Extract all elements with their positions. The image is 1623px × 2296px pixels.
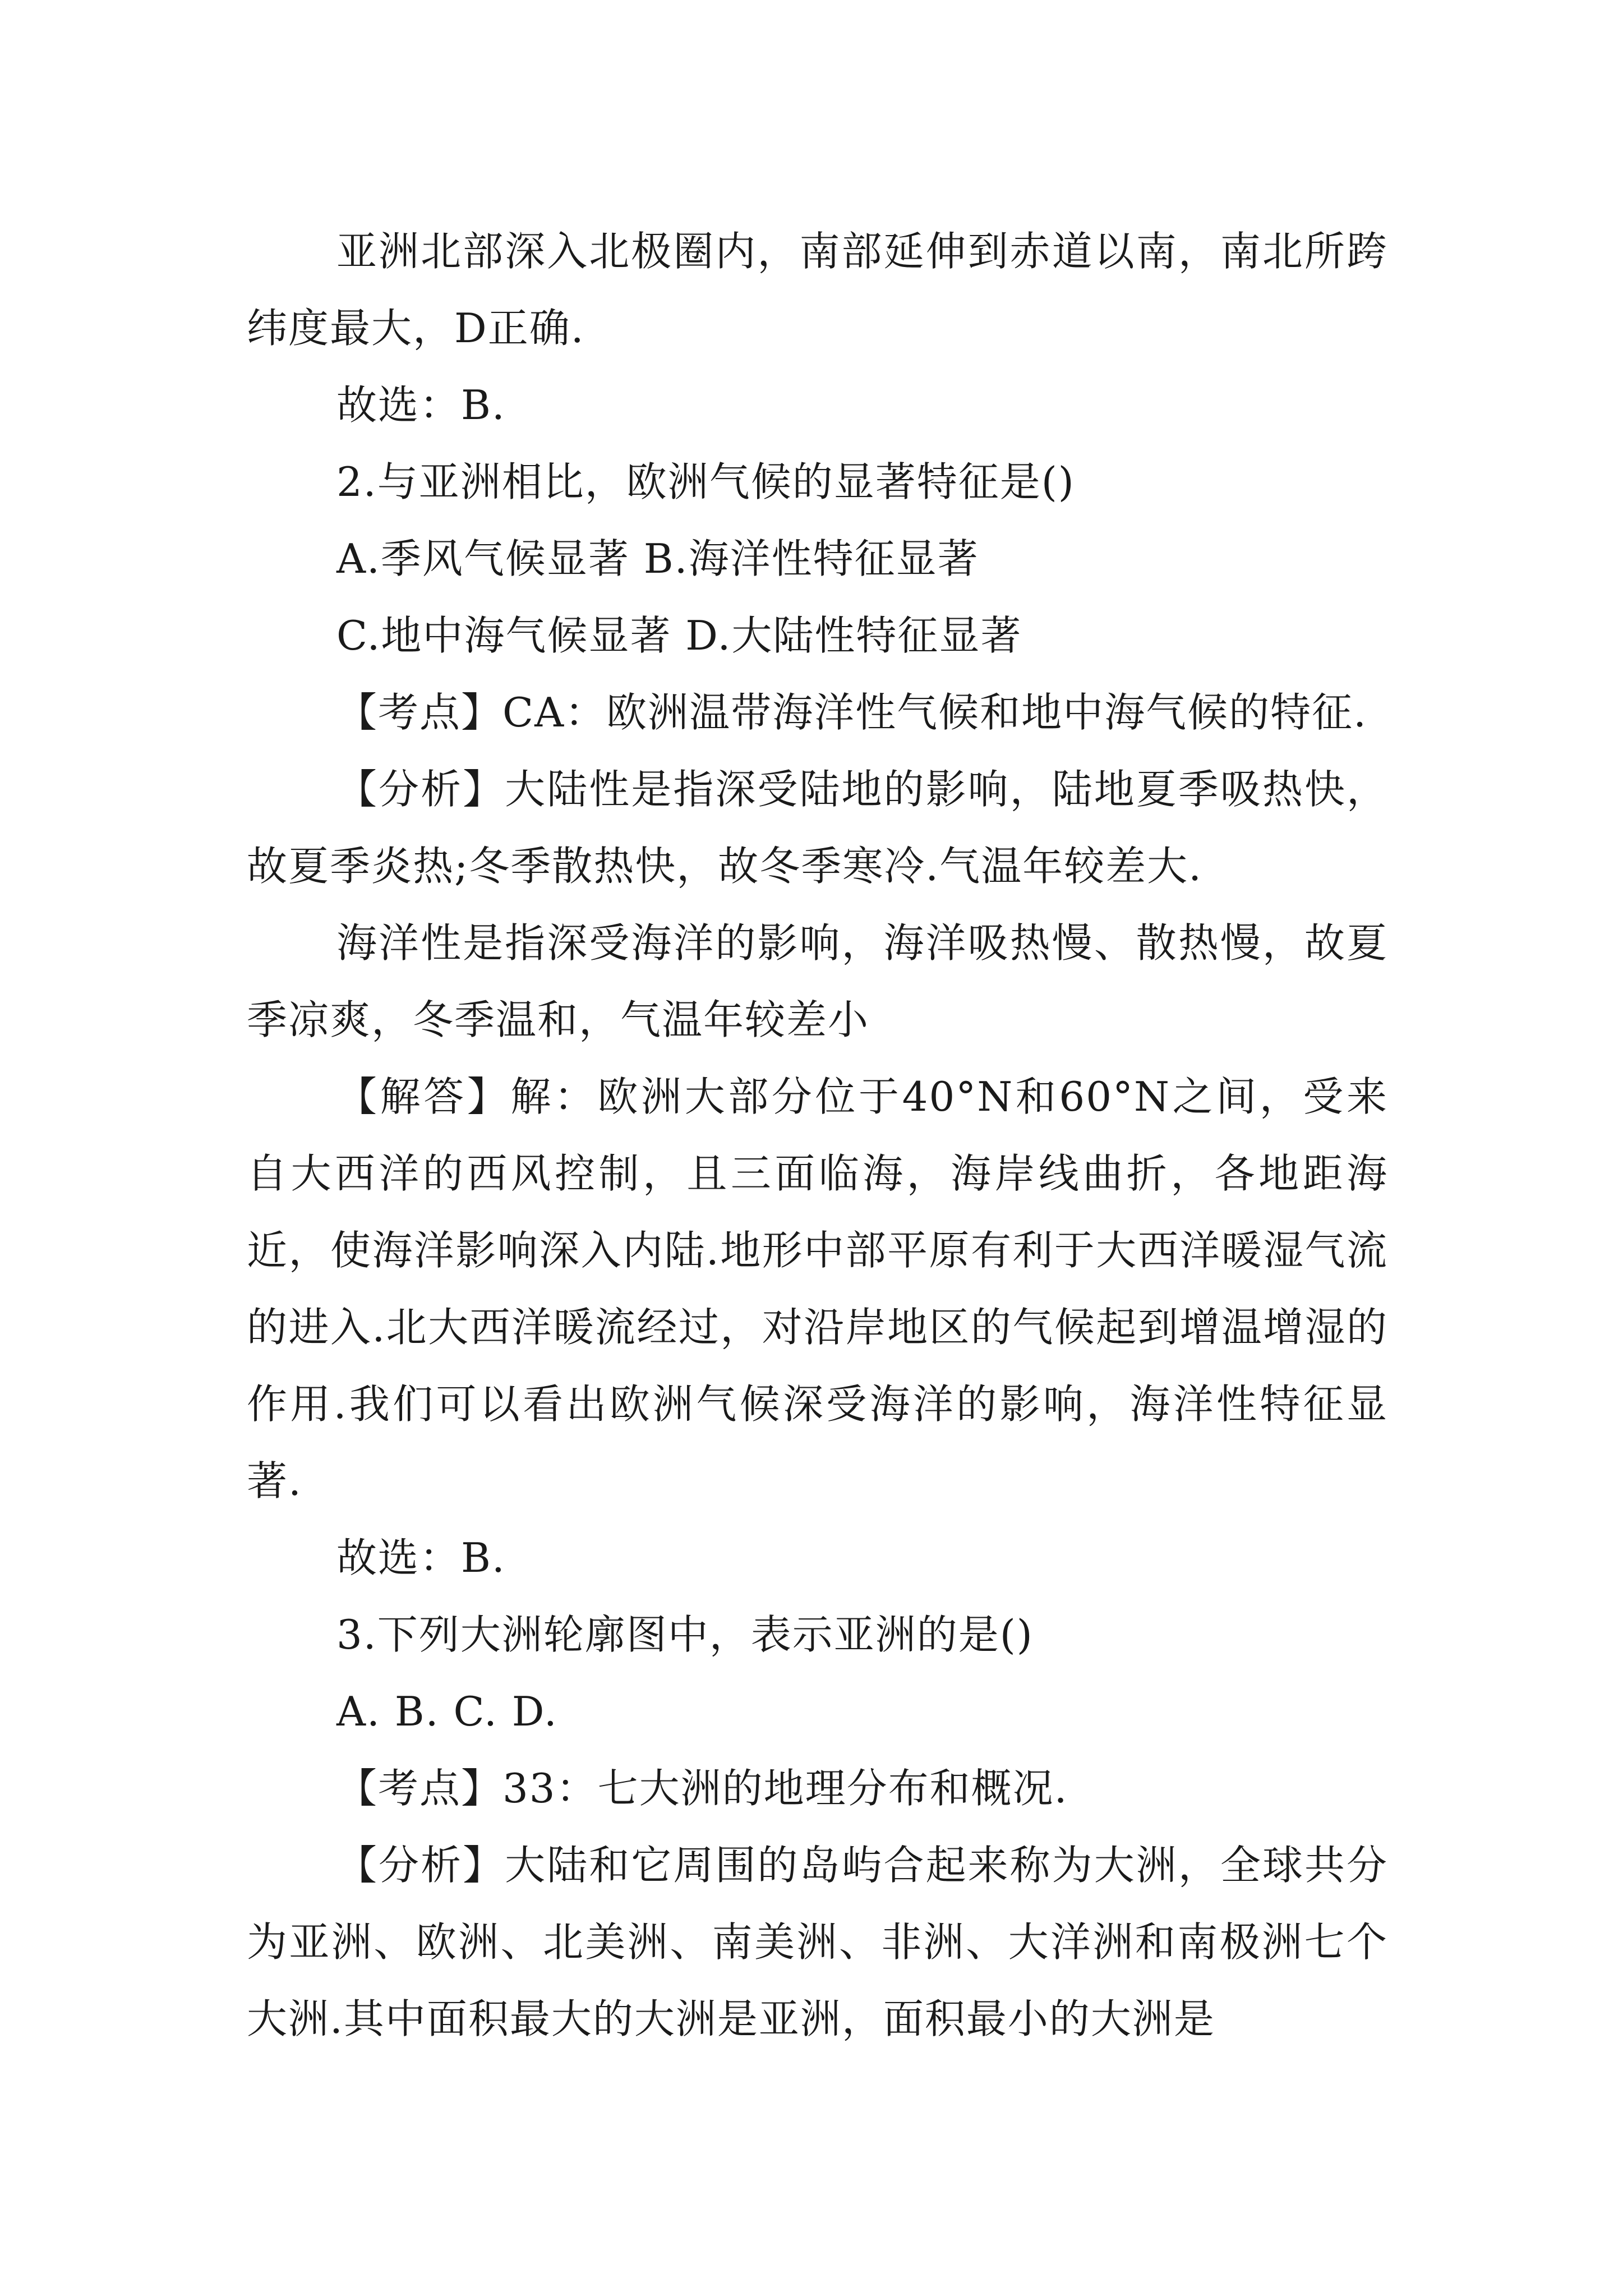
paragraph-asia-latitude: 亚洲北部深入北极圈内，南部延伸到赤道以南，南北所跨纬度最大，D正确. (247, 228, 1388, 352)
paragraph-jieda-2: 【解答】解：欧洲大部分位于40°N和60°N之间，受来自大西洋的西风控制，且三面临海，海岸线曲折，各地距海近，使海洋影响深入内陆.地形中部平原有利于大西洋暖湿气流的进入.北大西洋暖流经过，对沿岸地区的气候起到增温增湿的作用.我们可以看出欧洲气候深受海洋的影响，海洋性特征显著. (247, 1073, 1388, 1504)
paragraph-fenxi-2: 【分析】大陆性是指深受陆地的影响，陆地夏季吸热快，故夏季炎热;冬季散热快，故冬季寒冷.气温年较差大. (247, 766, 1388, 890)
paragraph-kaodian-3: 【考点】33：七大洲的地理分布和概况. (336, 1765, 1068, 1812)
paragraph-answer-2: 故选：B. (336, 1534, 506, 1581)
paragraph-ocean-character: 海洋性是指深受海洋的影响，海洋吸热慢、散热慢，故夏季凉爽，冬季温和，气温年较差小 (247, 919, 1388, 1043)
paragraph-question-3: 3.下列大洲轮廓图中，表示亚洲的是() (336, 1611, 1034, 1658)
paragraph-kaodian-2: 【考点】CA：欧洲温带海洋性气候和地中海气候的特征. (336, 689, 1367, 736)
paragraph-question-2: 2.与亚洲相比，欧洲气候的显著特征是() (336, 458, 1075, 505)
paragraph-options-3: A. B. C. D. (336, 1688, 558, 1735)
paragraph-answer-1: 故选：B. (336, 381, 506, 429)
paragraph-fenxi-3: 【分析】大陆和它周围的岛屿合起来称为大洲，全球共分为亚洲、欧洲、北美洲、南美洲、非洲、大洋洲和南极洲七个大洲.其中面积最大的大洲是亚洲，面积最小的大洲是 (247, 1842, 1388, 2042)
paragraph-options-ab: A.季风气候显著 B.海洋性特征显著 (336, 535, 979, 582)
paragraph-options-cd: C.地中海气候显著 D.大陆性特征显著 (336, 612, 1022, 659)
document-body (247, 213, 1388, 2058)
